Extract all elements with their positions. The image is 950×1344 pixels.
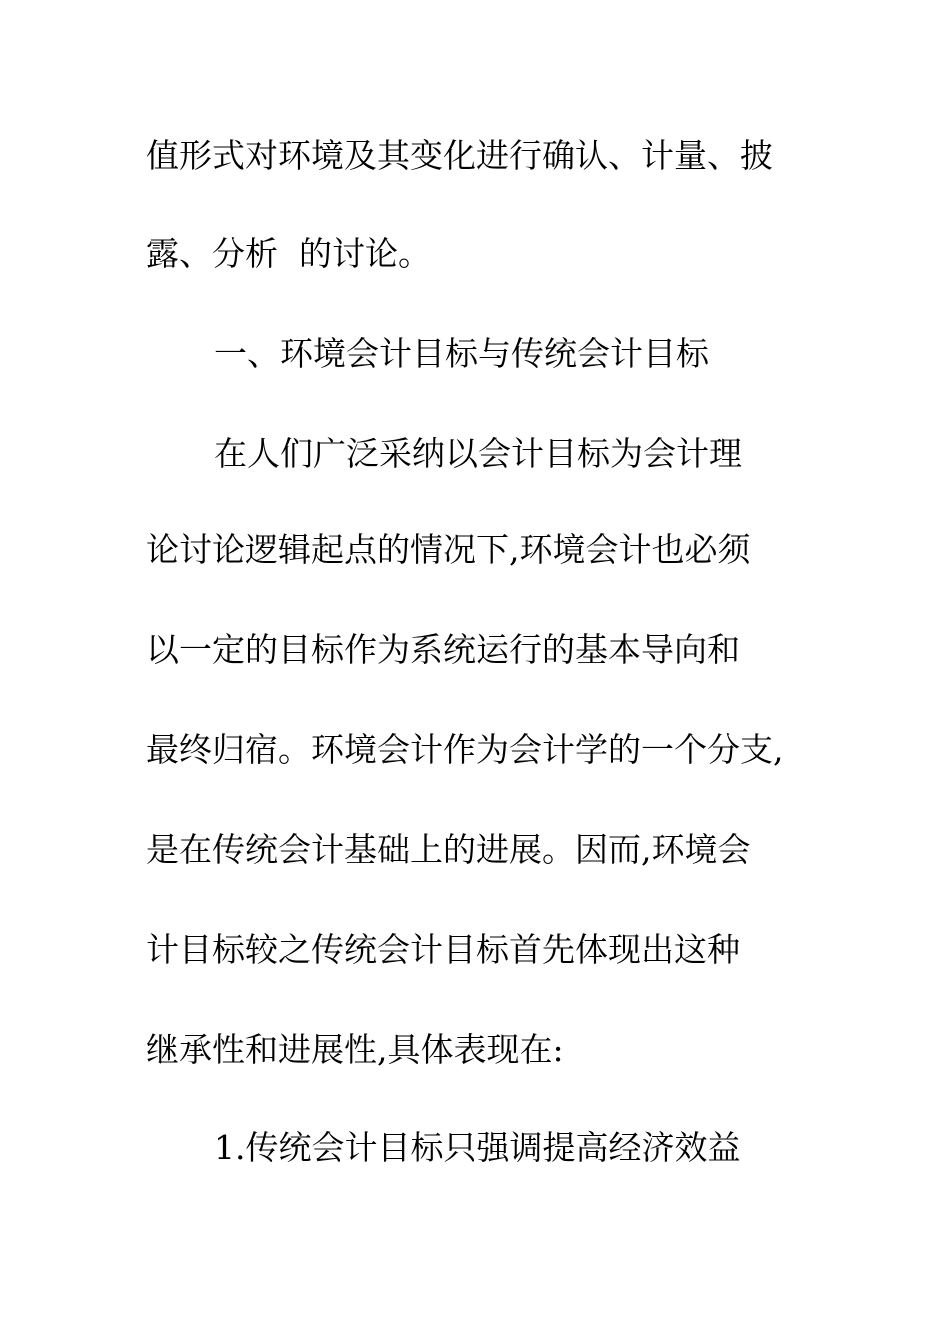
list-item: 1.传统会计目标只强调提高经济效益 [214, 1128, 741, 1167]
paragraph-line: 以一定的目标作为系统运行的基本导向和 [146, 630, 740, 669]
paragraph-line: 论讨论逻辑起点的情况下,环境会计也必须 [146, 530, 751, 569]
section-heading: 一、环境会计目标与传统会计目标 [214, 334, 709, 373]
paragraph-line: 露、分析 的讨论。 [146, 234, 431, 273]
paragraph-line: 值形式对环境及其变化进行确认、计量、披 [146, 136, 773, 175]
paragraph-line: 最终归宿。环境会计作为会计学的一个分支, [146, 730, 784, 769]
paragraph-line: 在人们广泛采纳以会计目标为会计理 [214, 434, 742, 473]
paragraph-line: 计目标较之传统会计目标首先体现出这种 [146, 930, 740, 969]
paragraph-line: 继承性和进展性,具体表现在: [146, 1030, 564, 1069]
paragraph-line: 是在传统会计基础上的进展。因而,环境会 [146, 830, 751, 869]
